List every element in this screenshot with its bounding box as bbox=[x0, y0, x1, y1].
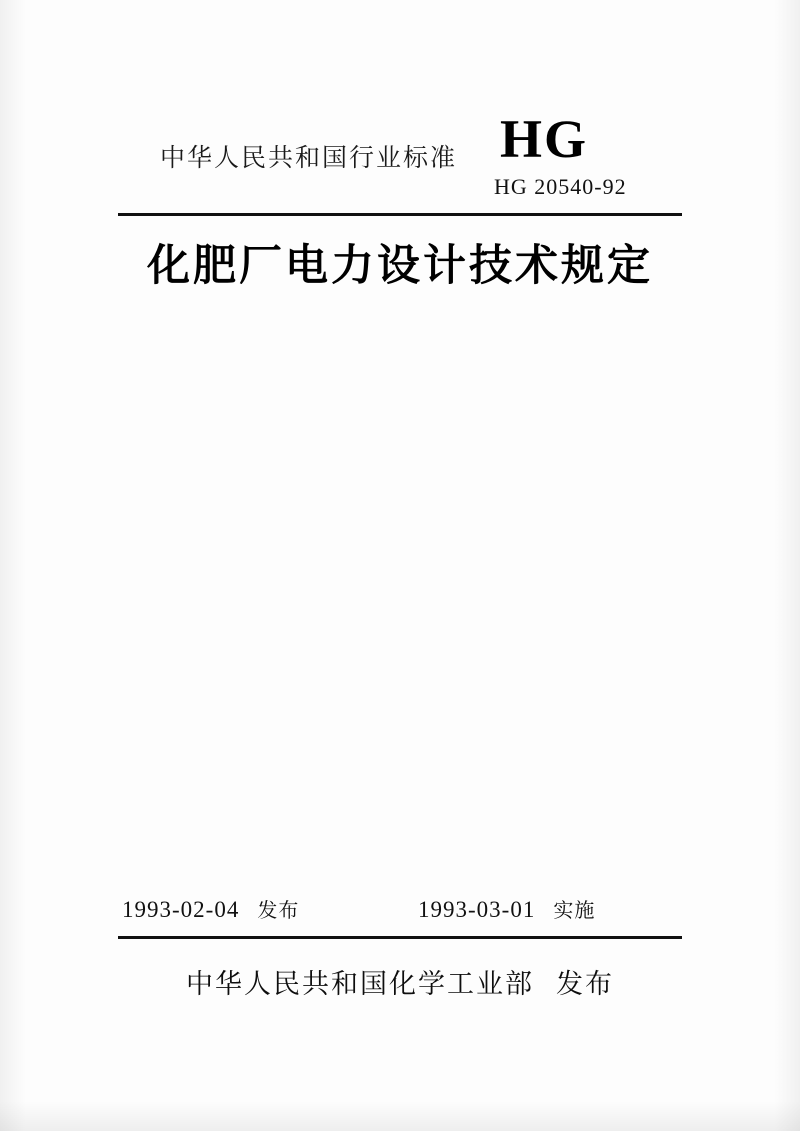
publisher-verb: 发布 bbox=[556, 969, 614, 1000]
scan-edge-shadow-bottom bbox=[0, 1101, 800, 1131]
footer-divider-rule bbox=[118, 936, 682, 939]
publisher-line bbox=[0, 962, 800, 1001]
document-title: 化肥厂电力设计技术规定 bbox=[147, 241, 653, 291]
standard-series-mark: HG bbox=[500, 109, 589, 169]
standard-header bbox=[118, 109, 682, 202]
issue-date: 1993-02-04 bbox=[122, 897, 240, 922]
issue-date-label: 发布 bbox=[257, 898, 300, 922]
effective-date-label: 实施 bbox=[553, 898, 596, 922]
issue-date-group bbox=[122, 894, 299, 923]
publisher-name: 中华人民共和国化学工业部 bbox=[186, 969, 534, 1000]
effective-date-group bbox=[418, 894, 595, 923]
issuing-authority-line: 中华人民共和国行业标准 bbox=[160, 143, 458, 172]
header-divider-rule bbox=[118, 213, 682, 216]
effective-date: 1993-03-01 bbox=[418, 897, 536, 922]
dates-row bbox=[118, 894, 682, 928]
standard-code: HG 20540-92 bbox=[494, 174, 627, 199]
